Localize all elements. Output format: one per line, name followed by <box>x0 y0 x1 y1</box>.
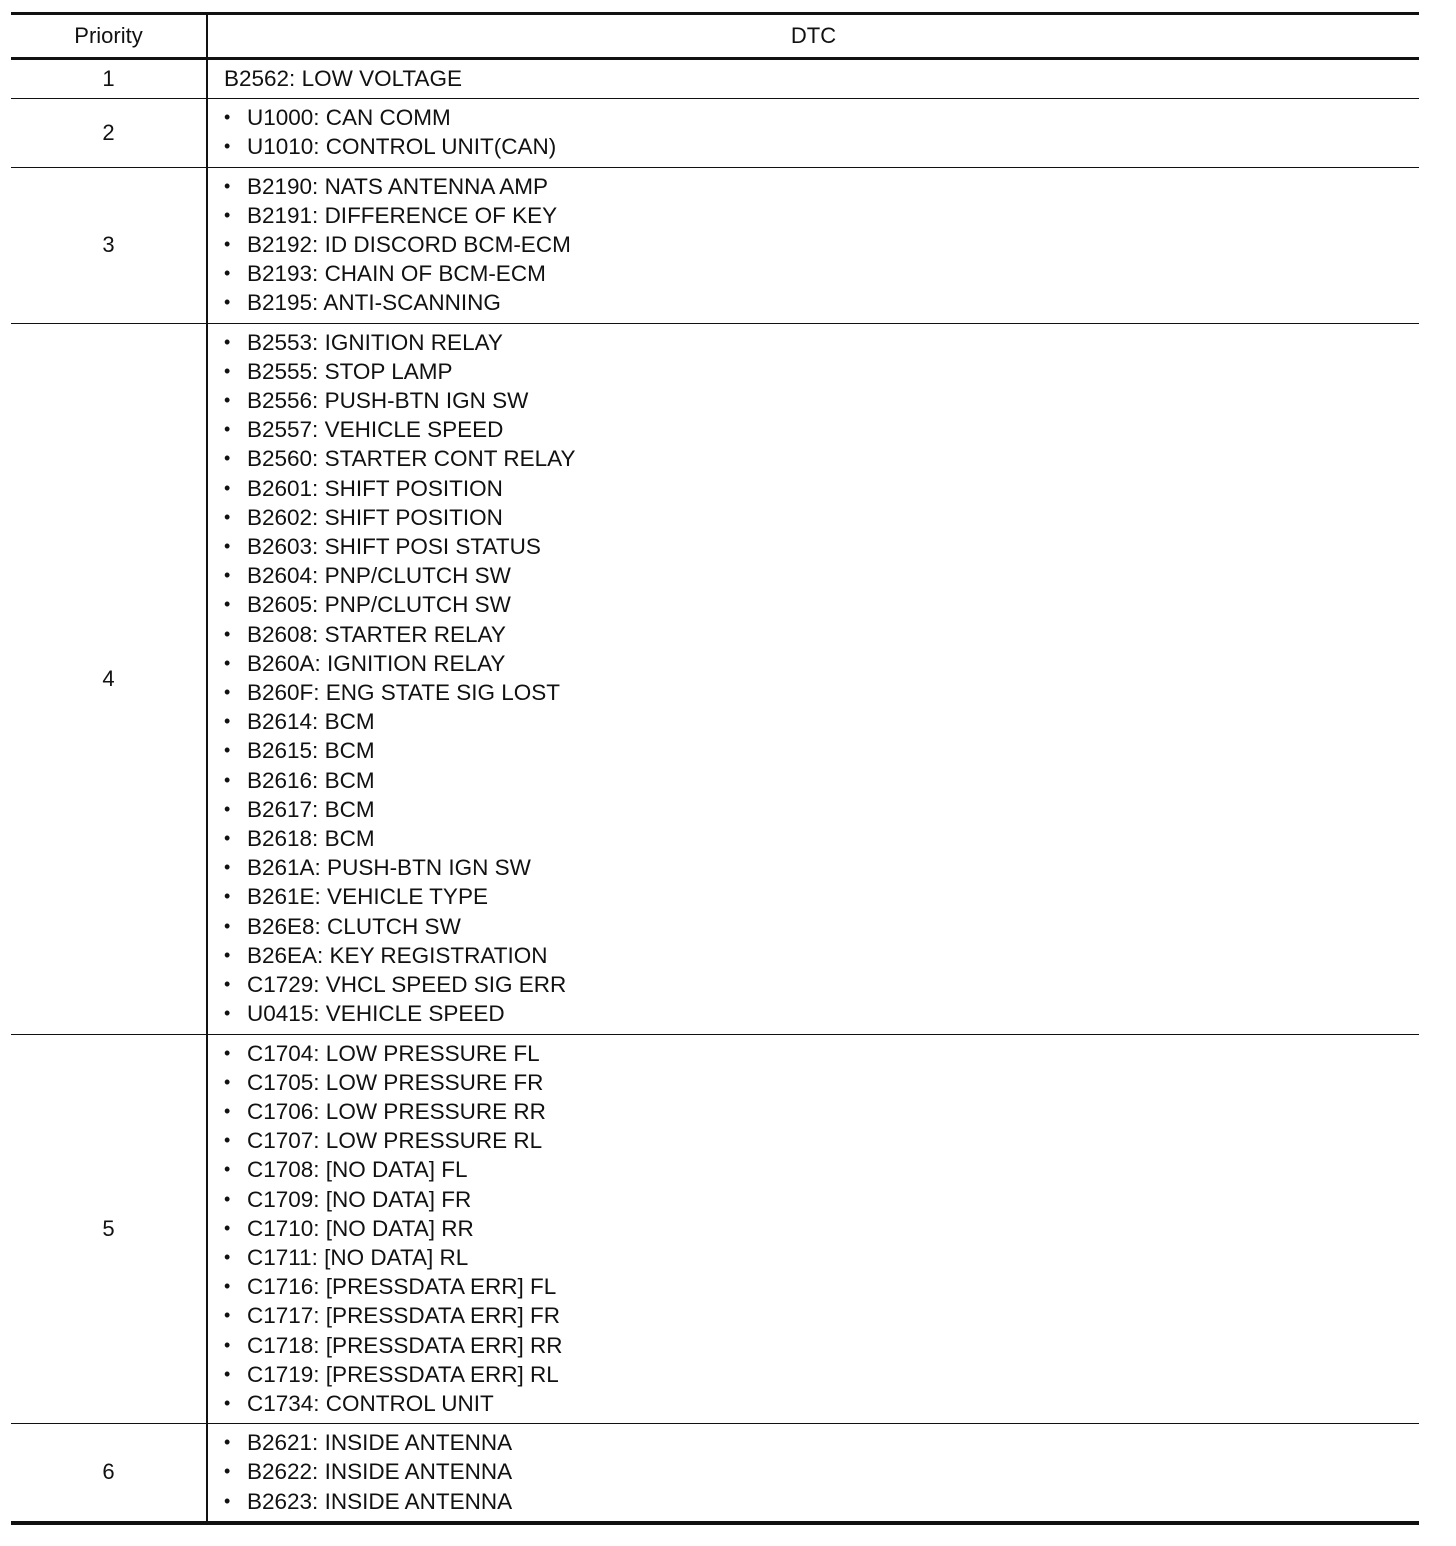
dtc-cell <box>207 99 1419 167</box>
dtc-list-item: • U1000: CAN COMM <box>224 103 1419 132</box>
dtc-list <box>208 328 1419 1029</box>
dtc-list-item: • B2602: SHIFT POSITION <box>224 503 1419 532</box>
table-header <box>11 14 1419 59</box>
dtc-list <box>208 172 1419 318</box>
dtc-list-item: • C1709: [NO DATA] FR <box>224 1185 1419 1214</box>
priority-cell: 5 <box>11 1034 207 1424</box>
dtc-list-item: • C1718: [PRESSDATA ERR] RR <box>224 1331 1419 1360</box>
dtc-list-item: • B2601: SHIFT POSITION <box>224 474 1419 503</box>
dtc-list-item: • B2555: STOP LAMP <box>224 357 1419 386</box>
dtc-list-item: • B2556: PUSH-BTN IGN SW <box>224 386 1419 415</box>
priority-cell: 6 <box>11 1424 207 1523</box>
dtc-list-item: • B261E: VEHICLE TYPE <box>224 882 1419 911</box>
priority-cell: 4 <box>11 323 207 1034</box>
dtc-cell <box>207 167 1419 323</box>
priority-cell: 1 <box>11 59 207 99</box>
dtc-list-item: • B2191: DIFFERENCE OF KEY <box>224 201 1419 230</box>
dtc-list-item: • B260A: IGNITION RELAY <box>224 649 1419 678</box>
dtc-list-item: • B2614: BCM <box>224 707 1419 736</box>
dtc-list-item: • C1719: [PRESSDATA ERR] RL <box>224 1360 1419 1389</box>
dtc-list-item: • B2621: INSIDE ANTENNA <box>224 1428 1419 1457</box>
priority-cell: 3 <box>11 167 207 323</box>
dtc-list-item: • C1717: [PRESSDATA ERR] FR <box>224 1301 1419 1330</box>
dtc-list-item: • U0415: VEHICLE SPEED <box>224 999 1419 1028</box>
dtc-list-item: • B2553: IGNITION RELAY <box>224 328 1419 357</box>
table-row <box>11 323 1419 1034</box>
table-row <box>11 1034 1419 1424</box>
table-row <box>11 167 1419 323</box>
header-row <box>11 14 1419 59</box>
dtc-list-item: • B2622: INSIDE ANTENNA <box>224 1457 1419 1486</box>
dtc-list-item: • C1704: LOW PRESSURE FL <box>224 1039 1419 1068</box>
dtc-list-item: • B2605: PNP/CLUTCH SW <box>224 590 1419 619</box>
dtc-list-item: • C1706: LOW PRESSURE RR <box>224 1097 1419 1126</box>
dtc-list-item: • C1734: CONTROL UNIT <box>224 1389 1419 1418</box>
table-row <box>11 99 1419 167</box>
dtc-list-item: • B261A: PUSH-BTN IGN SW <box>224 853 1419 882</box>
dtc-list-item: • B2560: STARTER CONT RELAY <box>224 444 1419 473</box>
dtc-list-item: • B2193: CHAIN OF BCM-ECM <box>224 259 1419 288</box>
dtc-list-item: • B2192: ID DISCORD BCM-ECM <box>224 230 1419 259</box>
dtc-cell <box>207 1034 1419 1424</box>
table-row <box>11 59 1419 99</box>
dtc-list-item: • C1716: [PRESSDATA ERR] FL <box>224 1272 1419 1301</box>
dtc-list <box>208 1039 1419 1419</box>
dtc-priority-table <box>11 12 1419 1525</box>
dtc-list <box>208 103 1419 161</box>
dtc-list-item: • B2604: PNP/CLUTCH SW <box>224 561 1419 590</box>
dtc-list-item: • B2623: INSIDE ANTENNA <box>224 1487 1419 1516</box>
dtc-list-item: • C1705: LOW PRESSURE FR <box>224 1068 1419 1097</box>
priority-column-header: Priority <box>11 14 207 59</box>
dtc-cell <box>207 59 1419 99</box>
table-row <box>11 1424 1419 1523</box>
dtc-column-header: DTC <box>207 14 1419 59</box>
dtc-list-item: • U1010: CONTROL UNIT(CAN) <box>224 132 1419 161</box>
dtc-list-item: • B26E8: CLUTCH SW <box>224 912 1419 941</box>
table-body <box>11 59 1419 1523</box>
dtc-list-item: • B2557: VEHICLE SPEED <box>224 415 1419 444</box>
dtc-list-item: • B2618: BCM <box>224 824 1419 853</box>
dtc-list-item: • B260F: ENG STATE SIG LOST <box>224 678 1419 707</box>
dtc-list-item: • B2615: BCM <box>224 736 1419 765</box>
dtc-list-item: • B26EA: KEY REGISTRATION <box>224 941 1419 970</box>
dtc-list-item: • B2608: STARTER RELAY <box>224 620 1419 649</box>
dtc-list-item: • B2195: ANTI-SCANNING <box>224 288 1419 317</box>
dtc-list-item: • B2616: BCM <box>224 766 1419 795</box>
dtc-list-item: • B2190: NATS ANTENNA AMP <box>224 172 1419 201</box>
dtc-cell <box>207 323 1419 1034</box>
dtc-list-item: • C1711: [NO DATA] RL <box>224 1243 1419 1272</box>
dtc-list-item: • B2603: SHIFT POSI STATUS <box>224 532 1419 561</box>
dtc-list-item: • C1710: [NO DATA] RR <box>224 1214 1419 1243</box>
dtc-cell <box>207 1424 1419 1523</box>
dtc-list-item: • C1708: [NO DATA] FL <box>224 1155 1419 1184</box>
dtc-code-text: B2562: LOW VOLTAGE <box>224 66 463 91</box>
dtc-list <box>208 1428 1419 1516</box>
dtc-list-item: • C1729: VHCL SPEED SIG ERR <box>224 970 1419 999</box>
dtc-list-item: • C1707: LOW PRESSURE RL <box>224 1126 1419 1155</box>
dtc-list-item: • B2617: BCM <box>224 795 1419 824</box>
priority-cell: 2 <box>11 99 207 167</box>
